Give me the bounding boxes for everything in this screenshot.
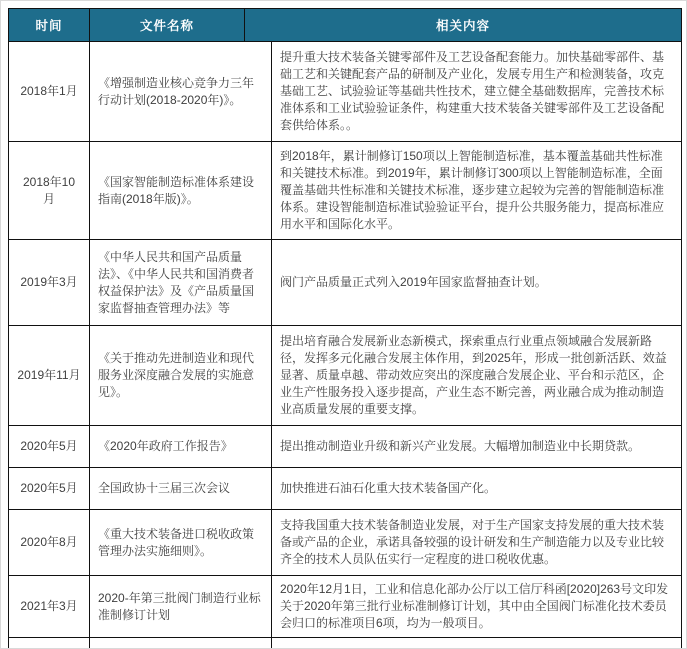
time-cell: 2018年10月 bbox=[9, 142, 90, 240]
time-cell: 2019年3月 bbox=[9, 240, 90, 326]
doc-name-cell: 2020-年第三批阀门制造行业标准制修订计划 bbox=[90, 576, 272, 638]
content-cell: 到2018年，累计制修订150项以上智能制造标准，基本覆盖基础共性标准和关键技术标准。到2019年，累计制修订300项以上智能制造标准，全面覆盖基础共性标准和关键技术标准，逐步建立起较为完善的智能制造标准体系。建设智能制造标准试验验证平台，提升公共服务能力，提高标准应用水平和国际化水平。 bbox=[272, 142, 682, 240]
header-cell-docname: 文件名称 bbox=[90, 9, 245, 42]
doc-name-cell bbox=[90, 638, 272, 649]
time-cell: 2018年1月 bbox=[9, 42, 90, 142]
header-cell-time: 时间 bbox=[9, 9, 90, 42]
content-cell: 支持我国重大技术装备制造业发展，对于生产国家支持发展的重大技术装备或产品的企业，承诺具备较强的设计研发和生产制造能力以及专业比较齐全的技术人员队伍实行一定程度的进口税收优惠。 bbox=[272, 510, 682, 576]
doc-name-cell: 《2020年政府工作报告》 bbox=[90, 426, 272, 468]
content-cell: 提出推动制造业升级和新兴产业发展。大幅增加制造业中长期贷款。 bbox=[272, 426, 682, 468]
table-row bbox=[9, 510, 682, 576]
time-cell: 2021年3月 bbox=[9, 576, 90, 638]
content-cell: 提出培育融合发展新业态新模式，探索重点行业重点领域融合发展新路径，发挥多元化融合发展主体作用，到2025年，形成一批创新活跃、效益显著、质量卓越、带动效应突出的深度融合发展企业、平台和示范区，企业生产性服务投入逐步提高，产业生态不断完善，两业融合成为推动制造业高质量发展的重要支撑。 bbox=[272, 326, 682, 426]
content-cell: 提升重大技术装备关键零部件及工艺设备配套能力。加快基础零部件、基础工艺和关键配套产品的研制及产业化，发展专用生产和检测装备，攻克基础工艺、试验验证等基础共性技术，建立健全基础数据库，完善技术标准体系和工业试验验证条件，构建重大技术装备关键零部件及工艺设备配套供给体系。。 bbox=[272, 42, 682, 142]
doc-name-cell: 《国家智能制造标准体系建设指南(2018年版)》。 bbox=[90, 142, 272, 240]
policy-table-header bbox=[8, 8, 682, 42]
time-cell: 2019年11月 bbox=[9, 326, 90, 426]
table-row-partial bbox=[9, 638, 682, 649]
content-cell: 阀门产品质量正式列入2019年国家监督抽查计划。 bbox=[272, 240, 682, 326]
doc-name-cell: 全国政协十三届三次会议 bbox=[90, 468, 272, 510]
time-cell: 2020年5月 bbox=[9, 468, 90, 510]
table-row bbox=[9, 240, 682, 326]
doc-name-cell: 《中华人民共和国产品质量法》、《中华人民共和国消费者权益保护法》及《产品质量国家监督抽查管理办法》等 bbox=[90, 240, 272, 326]
doc-name-cell: 《重大技术装备进口税收政策管理办法实施细则》。 bbox=[90, 510, 272, 576]
content-cell: 2020年12月1日，工业和信息化部办公厅以工信厅科函[2020]263号文印发关于2020年第三批行业标准制修订计划，其中由全国阀门标准化技术委员会归口的标准项目6项，均为一般项目。 bbox=[272, 576, 682, 638]
header-cell-content: 相关内容 bbox=[245, 9, 682, 42]
time-cell: 2020年5月 bbox=[9, 426, 90, 468]
policy-table bbox=[8, 8, 681, 649]
policy-table-body bbox=[8, 41, 682, 649]
table-row bbox=[9, 142, 682, 240]
doc-name-cell: 《关于推动先进制造业和现代服务业深度融合发展的实施意见》。 bbox=[90, 326, 272, 426]
table-row bbox=[9, 42, 682, 142]
time-cell bbox=[9, 638, 90, 649]
table-row bbox=[9, 326, 682, 426]
content-cell: 加快推进石油石化重大技术装备国产化。 bbox=[272, 468, 682, 510]
table-row bbox=[9, 426, 682, 468]
content-cell bbox=[272, 638, 682, 649]
time-cell: 2020年8月 bbox=[9, 510, 90, 576]
table-row bbox=[9, 468, 682, 510]
doc-name-cell: 《增强制造业核心竞争力三年行动计划(2018-2020年)》。 bbox=[90, 42, 272, 142]
header-row bbox=[9, 9, 682, 42]
table-row bbox=[9, 576, 682, 638]
